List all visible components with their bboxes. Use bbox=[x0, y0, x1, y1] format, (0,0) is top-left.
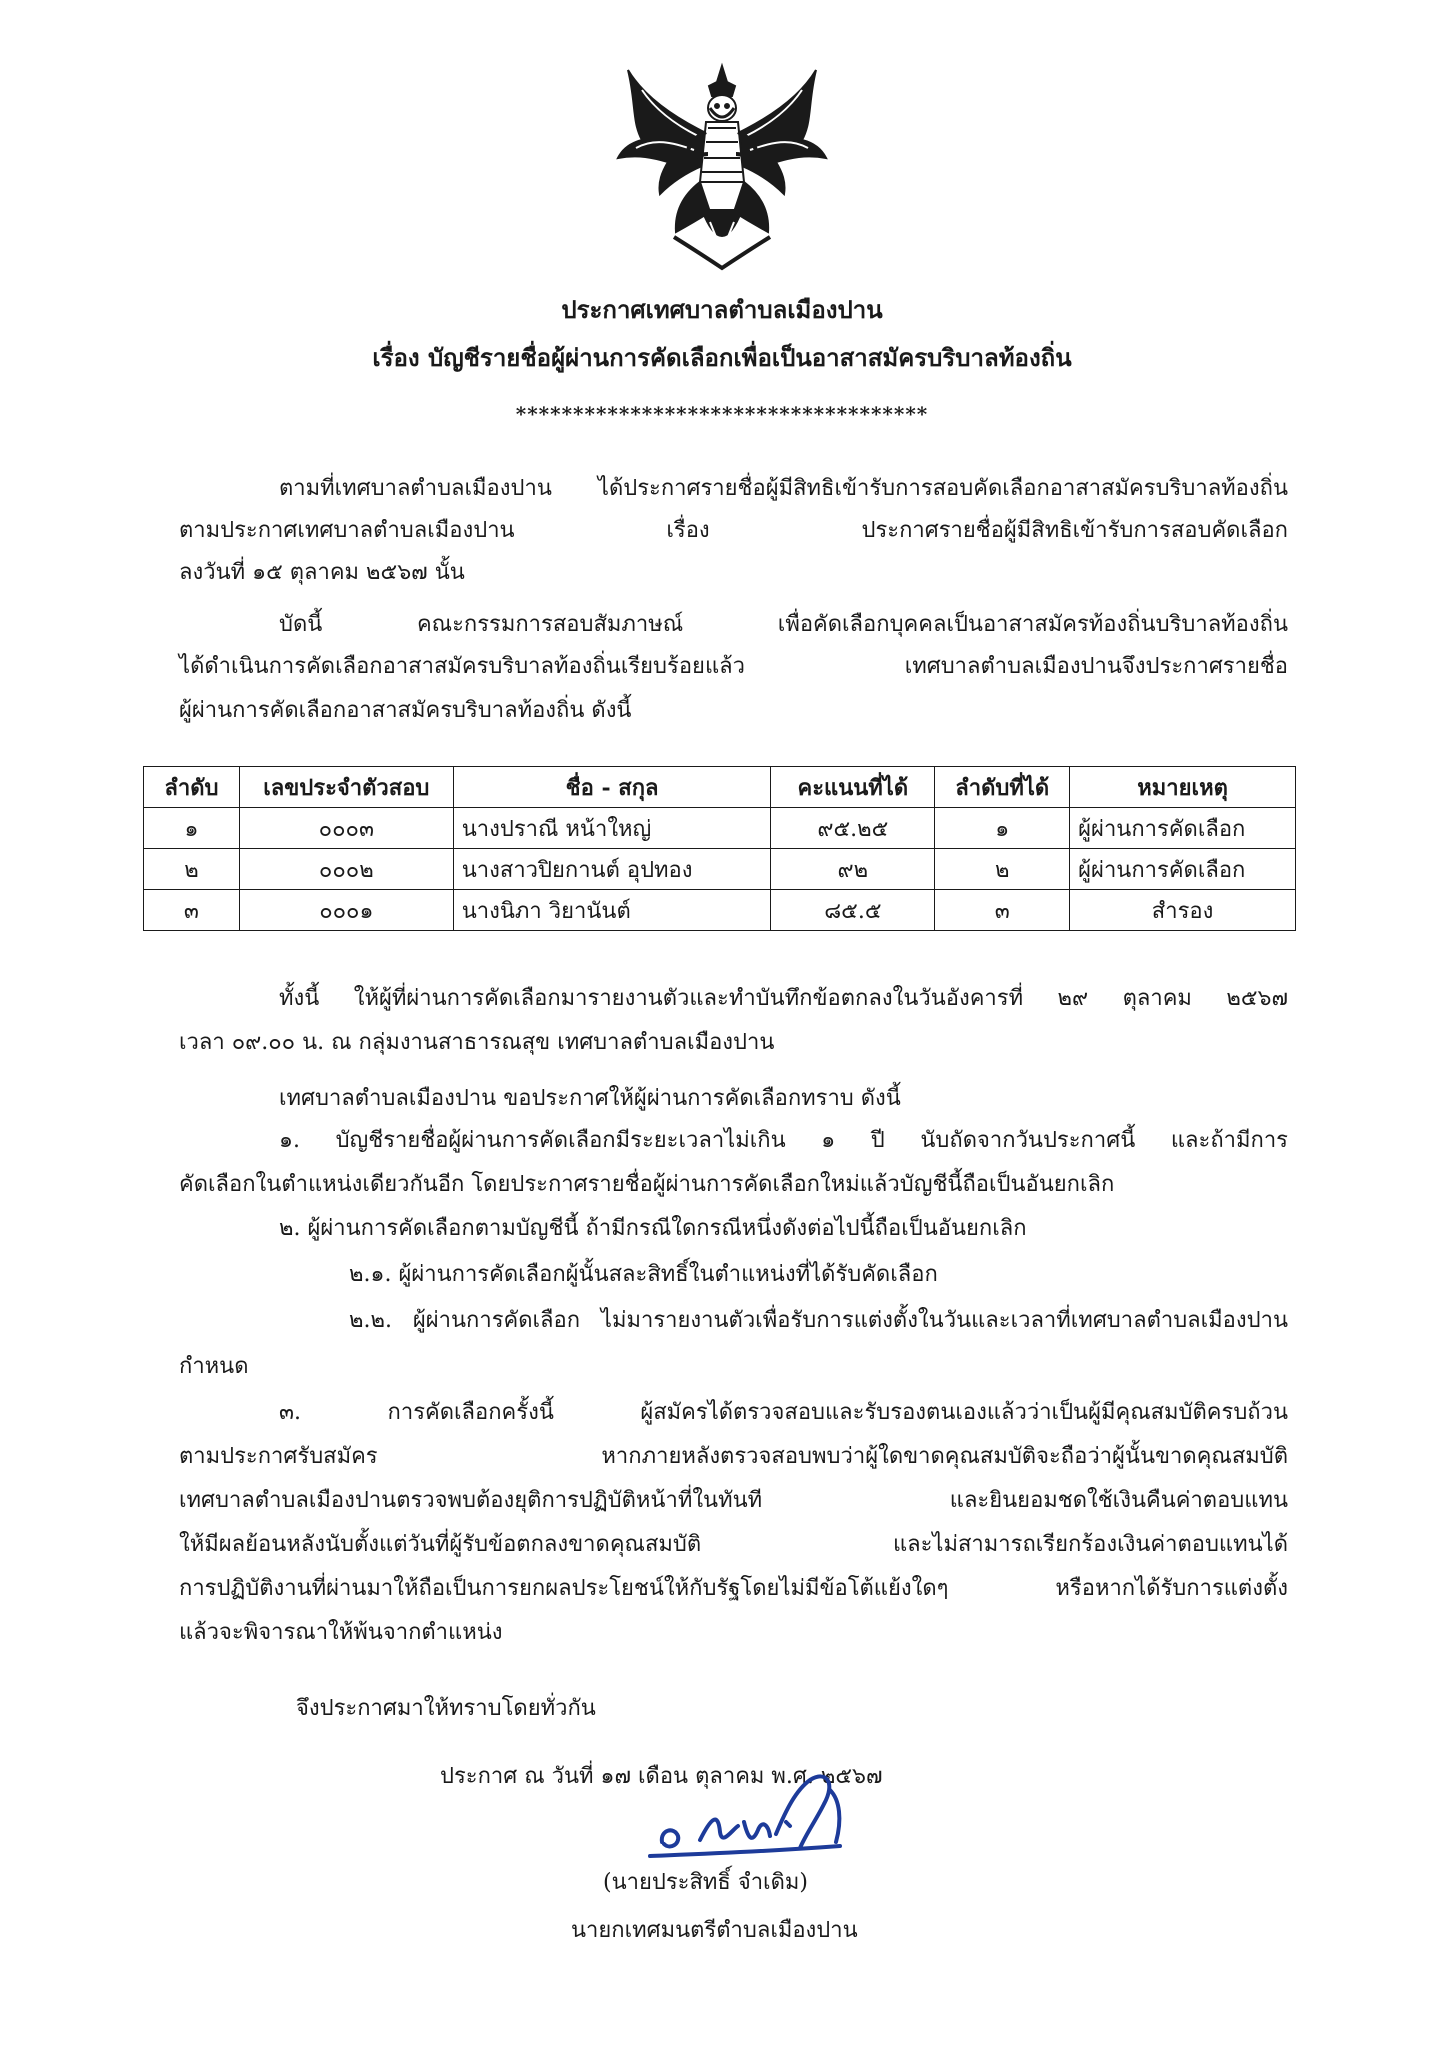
cell-name: นางนิภา วิยานันต์ bbox=[453, 890, 771, 931]
table-row bbox=[144, 890, 1296, 931]
condition-1-line-1: ๑. บัญชีรายชื่อผู้ผ่านการคัดเลือกมีระยะเวลาไม่เกิน ๑ ปี นับถัดจากวันประกาศนี้ และถ้ามีการ bbox=[279, 1128, 1288, 1153]
condition-3-line-2: ตามประกาศรับสมัคร หากภายหลังตรวจสอบพบว่าผู้ใดขาดคุณสมบัติจะถือว่าผู้นั้นขาดคุณสมบัติ bbox=[179, 1444, 1288, 1469]
cell-score: ๙๕.๒๕ bbox=[771, 808, 935, 849]
separator-stars: ************************************ bbox=[515, 402, 929, 426]
cell-order: ๑ bbox=[144, 808, 240, 849]
announce-line: จึงประกาศมาให้ทราบโดยทั่วกัน bbox=[296, 1696, 596, 1721]
intro-line-5: ได้ดำเนินการคัดเลือกอาสาสมัครบริบาลท้องถิ่นเรียบร้อยแล้ว เทศบาลตำบลเมืองปานจึงประกาศรายชื่อ bbox=[179, 654, 1288, 679]
cell-score: ๘๕.๕ bbox=[771, 890, 935, 931]
conditions-intro: เทศบาลตำบลเมืองปาน ขอประกาศให้ผู้ผ่านการคัดเลือกทราบ ดังนี้ bbox=[279, 1086, 901, 1111]
condition-3-line-6: แล้วจะพิจารณาให้พ้นจากตำแหน่ง bbox=[179, 1620, 503, 1645]
cell-name: นางสาวปิยกานต์ อุปทอง bbox=[453, 849, 771, 890]
cell-order: ๓ bbox=[144, 890, 240, 931]
header-name: ชื่อ - สกุล bbox=[453, 767, 771, 808]
condition-3-line-1: ๓. การคัดเลือกครั้งนี้ ผู้สมัครได้ตรวจสอบและรับรองตนเองแล้วว่าเป็นผู้มีคุณสมบัติครบถ้วน bbox=[279, 1400, 1288, 1425]
table-header-row bbox=[144, 767, 1296, 808]
cell-remark: ผู้ผ่านการคัดเลือก bbox=[1070, 808, 1296, 849]
condition-2-2-line-1: ๒.๒. ผู้ผ่านการคัดเลือก ไม่มารายงานตัวเพื่อรับการแต่งตั้งในวันและเวลาที่เทศบาลตำบลเมืองปาน bbox=[349, 1308, 1288, 1333]
announce-date: ประกาศ ณ วันที่ ๑๗ เดือน ตุลาคม พ.ศ. ๒๕๖๗ bbox=[440, 1764, 883, 1789]
header-order: ลำดับ bbox=[144, 767, 240, 808]
report-line-2: เวลา ๐๙.๐๐ น. ณ กลุ่มงานสาธารณสุข เทศบาลตำบลเมืองปาน bbox=[179, 1030, 775, 1055]
condition-2: ๒. ผู้ผ่านการคัดเลือกตามบัญชีนี้ ถ้ามีกรณีใดกรณีหนึ่งดังต่อไปนี้ถือเป็นอันยกเลิก bbox=[279, 1216, 1027, 1241]
header-exam-id: เลขประจำตัวสอบ bbox=[239, 767, 453, 808]
intro-line-2: ตามประกาศเทศบาลตำบลเมืองปาน เรื่อง ประกาศรายชื่อผู้มีสิทธิเข้ารับการสอบคัดเลือก bbox=[179, 518, 1288, 543]
report-line-1: ทั้งนี้ ให้ผู้ที่ผ่านการคัดเลือกมารายงานตัวและทำบันทึกข้อตกลงในวันอังคารที่ ๒๙ ตุลาคม ๒๕๖๗ bbox=[279, 986, 1288, 1011]
cell-rank: ๑ bbox=[935, 808, 1070, 849]
cell-exam-id: ๐๐๐๓ bbox=[239, 808, 453, 849]
intro-line-1: ตามที่เทศบาลตำบลเมืองปาน ได้ประกาศรายชื่อผู้มีสิทธิเข้ารับการสอบคัดเลือกอาสาสมัครบริบาลท้องถิ่น bbox=[279, 476, 1288, 501]
cell-score: ๙๒ bbox=[771, 849, 935, 890]
cell-name: นางปราณี หน้าใหญ่ bbox=[453, 808, 771, 849]
cell-remark: ผู้ผ่านการคัดเลือก bbox=[1070, 849, 1296, 890]
handwritten-signature bbox=[640, 1760, 870, 1870]
document-title: ประกาศเทศบาลตำบลเมืองปาน bbox=[561, 295, 883, 324]
document-subject: เรื่อง บัญชีรายชื่อผู้ผ่านการคัดเลือกเพื่อเป็นอาสาสมัครบริบาลท้องถิ่น bbox=[372, 343, 1072, 372]
cell-order: ๒ bbox=[144, 849, 240, 890]
intro-line-6: ผู้ผ่านการคัดเลือกอาสาสมัครบริบาลท้องถิ่น ดังนี้ bbox=[179, 698, 632, 723]
condition-3-line-5: การปฏิบัติงานที่ผ่านมาให้ถือเป็นการยกผลประโยชน์ให้กับรัฐโดยไม่มีข้อโต้แย้งใดๆ หรือหากได้รับการแต่งตั้ง bbox=[179, 1576, 1288, 1601]
condition-2-2-line-2: กำหนด bbox=[179, 1354, 249, 1379]
header-rank: ลำดับที่ได้ bbox=[935, 767, 1070, 808]
condition-1-line-2: คัดเลือกในตำแหน่งเดียวกันอีก โดยประกาศรายชื่อผู้ผ่านการคัดเลือกใหม่แล้วบัญชีนี้ถือเป็นอันยกเลิก bbox=[179, 1172, 1115, 1197]
table-row bbox=[144, 808, 1296, 849]
table-row bbox=[144, 849, 1296, 890]
results-table bbox=[143, 766, 1296, 931]
condition-3-line-4: ให้มีผลย้อนหลังนับตั้งแต่วันที่ผู้รับข้อตกลงขาดคุณสมบัติ และไม่สามารถเรียกร้องเงินค่าตอบแทนได้ bbox=[179, 1532, 1288, 1557]
cell-exam-id: ๐๐๐๑ bbox=[239, 890, 453, 931]
cell-remark: สำรอง bbox=[1070, 890, 1296, 931]
intro-line-3: ลงวันที่ ๑๕ ตุลาคม ๒๕๖๗ นั้น bbox=[179, 560, 465, 585]
header-remark: หมายเหตุ bbox=[1070, 767, 1296, 808]
cell-exam-id: ๐๐๐๒ bbox=[239, 849, 453, 890]
cell-rank: ๒ bbox=[935, 849, 1070, 890]
condition-3-line-3: เทศบาลตำบลเมืองปานตรวจพบต้องยุติการปฏิบัติหน้าที่ในทันที และยินยอมชดใช้เงินคืนค่าตอบแทน bbox=[179, 1488, 1288, 1513]
garuda-emblem-icon bbox=[614, 62, 830, 272]
signer-name: (นายประสิทธิ์ จำเดิม) bbox=[603, 1870, 808, 1895]
signer-title: นายกเทศมนตรีตำบลเมืองปาน bbox=[571, 1918, 858, 1943]
condition-2-1: ๒.๑. ผู้ผ่านการคัดเลือกผู้นั้นสละสิทธิ์ในตำแหน่งที่ได้รับคัดเลือก bbox=[349, 1262, 938, 1287]
header-score: คะแนนที่ได้ bbox=[771, 767, 935, 808]
cell-rank: ๓ bbox=[935, 890, 1070, 931]
intro-line-4: บัดนี้ คณะกรรมการสอบสัมภาษณ์ เพื่อคัดเลือกบุคคลเป็นอาสาสมัครท้องถิ่นบริบาลท้องถิ่น bbox=[279, 612, 1288, 637]
